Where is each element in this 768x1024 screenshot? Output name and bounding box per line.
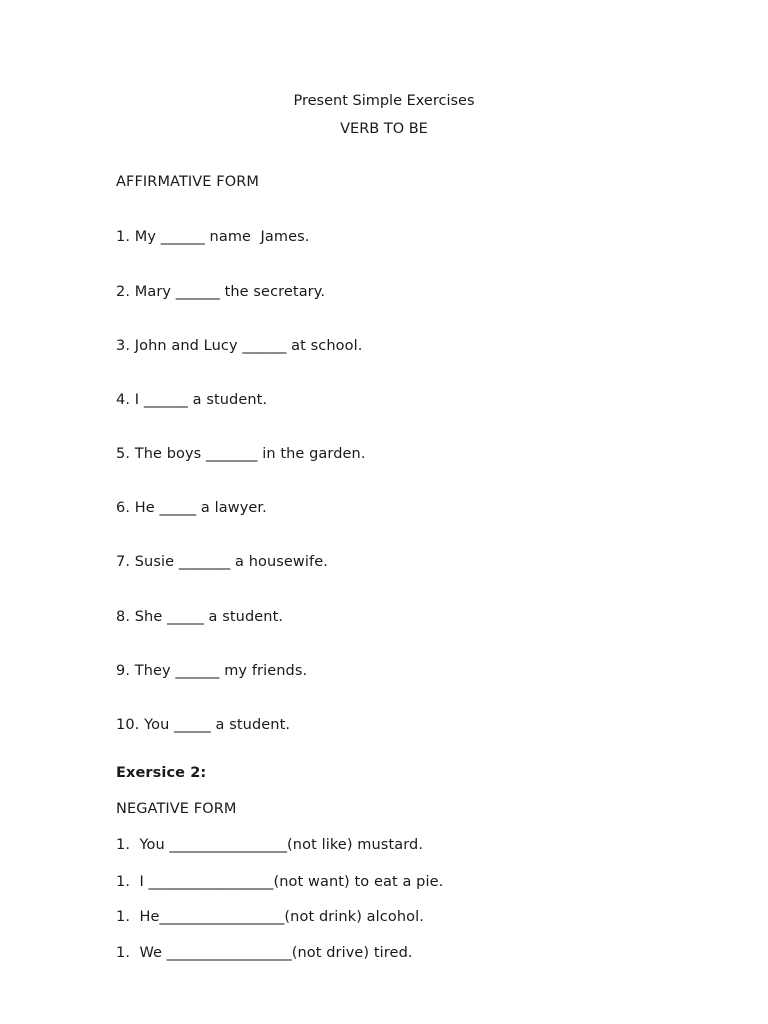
exercise-item: 4. I ______ a student. [116, 392, 268, 408]
document-subtitle: VERB TO BE [340, 121, 428, 137]
exercise-2-label: Exersice 2: [116, 765, 207, 781]
document-title: Present Simple Exercises [293, 93, 475, 109]
exercise-item: 1. He_________________(not drink) alcohol. [116, 909, 424, 925]
exercise-item: 9. They ______ my friends. [116, 663, 308, 679]
exercise-item: 1. We _________________(not drive) tired. [116, 945, 413, 961]
section-heading-affirmative: AFFIRMATIVE FORM [116, 174, 260, 190]
exercise-item: 5. The boys _______ in the garden. [116, 446, 366, 462]
exercise-item: 10. You _____ a student. [116, 717, 291, 733]
exercise-item: 2. Mary ______ the secretary. [116, 284, 326, 300]
section-heading-negative: NEGATIVE FORM [116, 801, 237, 817]
exercise-item: 3. John and Lucy ______ at school. [116, 338, 363, 354]
exercise-item: 1. I _________________(not want) to eat a pie. [116, 874, 444, 890]
exercise-item: 7. Susie _______ a housewife. [116, 554, 328, 570]
exercise-item: 8. She _____ a student. [116, 609, 284, 625]
exercise-item: 1. My ______ name James. [116, 229, 310, 245]
exercise-item: 6. He _____ a lawyer. [116, 500, 267, 516]
exercise-item: 1. You ________________(not like) mustard. [116, 837, 424, 853]
